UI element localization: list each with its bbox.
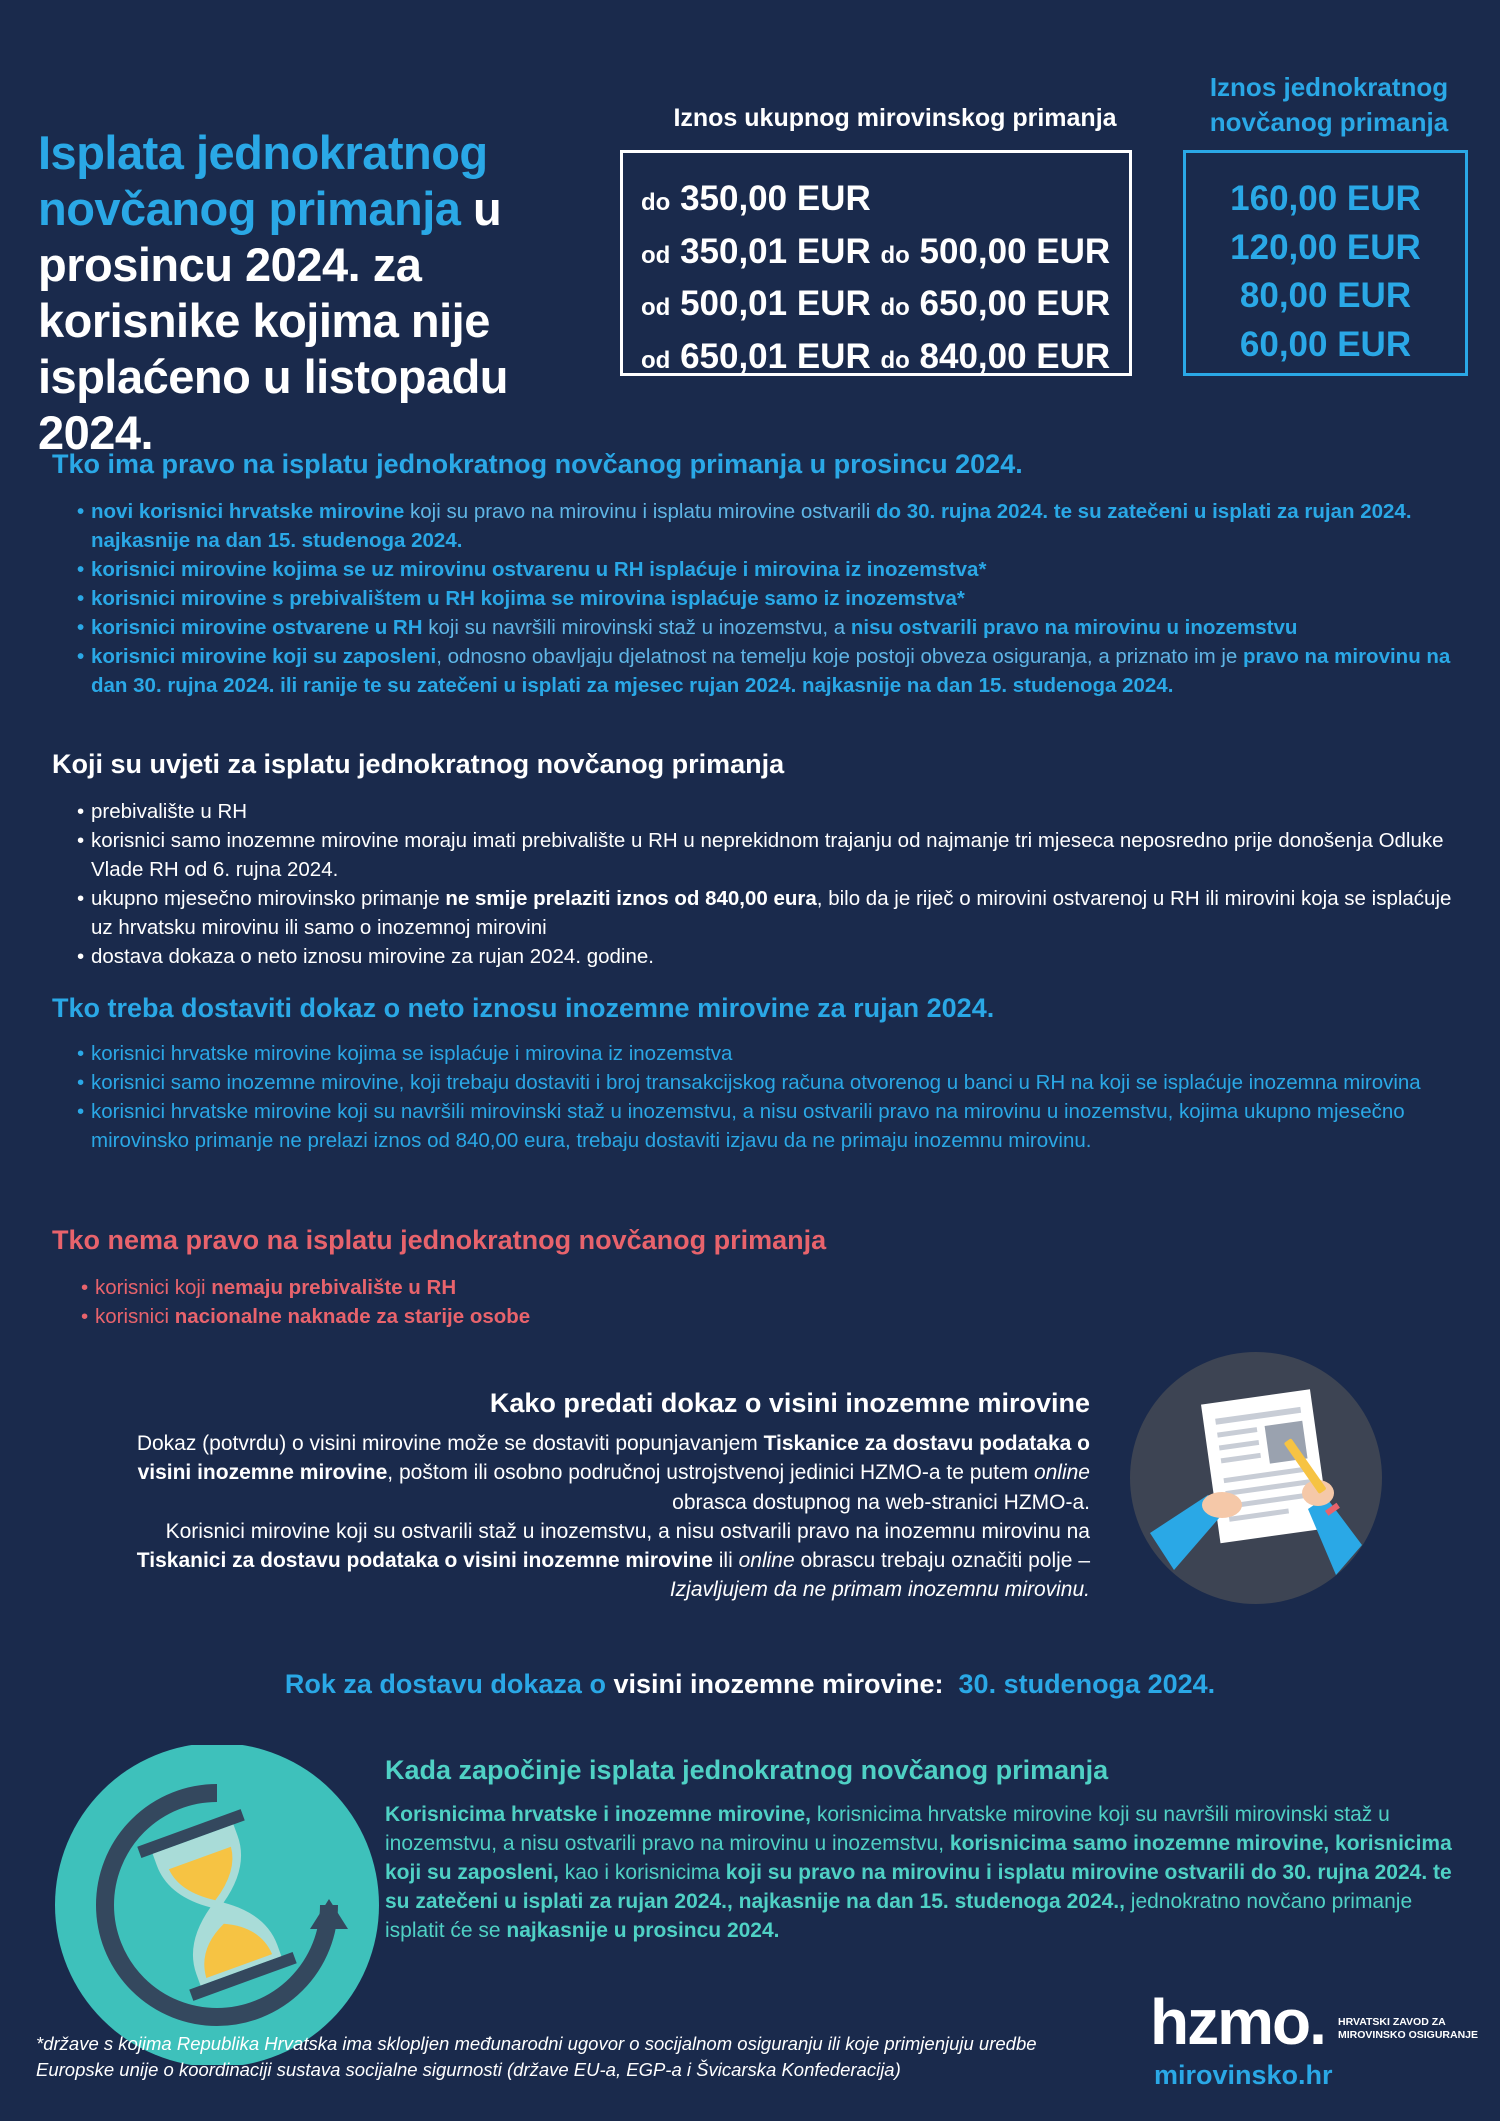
page-title: Isplata jednokratnog novčanog primanja u prosincu 2024. za korisnike kojima nije isplaćeno u listopadu 2024.	[38, 126, 509, 459]
payment-amount-box	[1183, 150, 1468, 376]
list-item: • ukupno mjesečno mirovinsko primanje ne smije prelaziti iznos od 840,00 eura, bilo da je riječ o mirovini ostvarenoj u RH ili mirovini koja se isplaćuje uz hrvatsku mirovinu ili samo o inozemnoj mirovini	[77, 884, 1472, 942]
payment-start-heading: Kada započinje isplata jednokratnog novčanog primanja	[385, 1755, 1109, 1785]
range-row: od 350,01 EUR do 500,00 EUR	[641, 231, 1111, 271]
eligible-list	[77, 497, 1472, 700]
payment-amount: 160,00 EUR	[1230, 179, 1421, 218]
not-eligible-list	[81, 1273, 781, 1331]
deadline-banner: Rok za dostavu dokaza o visini inozemne mirovine: 30. studenoga 2024.	[284, 1669, 1216, 1699]
list-item: • korisnici mirovine koji su zaposleni, odnosno obavljaju djelatnost na temelju koje postoji obveza osiguranja, a priznato im je pravo na mirovinu na dan 30. rujna 2024. ili ranije te su zatečeni u isplati za mjesec rujan 2024. najkasnije na dan 15. studenoga 2024.	[77, 642, 1472, 700]
list-item: • korisnici nacionalne naknade za starije osobe	[81, 1302, 781, 1331]
how-to-submit-paragraph-2: Korisnici mirovine koji su ostvarili staž u inozemstvu, a nisu ostvarili pravo na inozemnu mirovinu na Tiskanici za dostavu podataka o visini inozemne mirovine ili online obrascu trebaju označiti polje – Izjavljujem da ne primam inozemnu mirovinu.	[136, 1519, 1090, 1602]
proof-list	[77, 1039, 1472, 1155]
section-proof-heading: Tko treba dostaviti dokaz o neto iznosu inozemne mirovine za rujan 2024.	[52, 993, 995, 1023]
hzmo-logo	[1150, 1986, 1480, 2100]
table-header-one-time-payment: Iznos jednokratnog novčanog primanja	[1209, 72, 1449, 137]
list-item: • korisnici koji nemaju prebivalište u RH	[81, 1273, 781, 1302]
payment-amount: 80,00 EUR	[1239, 276, 1412, 315]
payment-amount: 120,00 EUR	[1230, 227, 1421, 267]
payment-start-block	[385, 1755, 1470, 1945]
range-row: od 500,01 EUR do 650,00 EUR	[641, 284, 1111, 323]
range-row: do 350,00 EUR	[641, 179, 871, 218]
list-item: • prebivalište u RH	[77, 797, 1472, 826]
how-to-submit-block	[110, 1388, 1090, 1605]
list-item: • korisnici mirovine s prebivalištem u RH kojima se mirovina isplaćuje samo iz inozemstva*	[77, 584, 1472, 613]
pension-range-box	[620, 150, 1132, 376]
list-item: • novi korisnici hrvatske mirovine koji su pravo na mirovinu i isplatu mirovine ostvarili do 30. rujna 2024. te su zatečeni u isplati za rujan 2024. najkasnije na dan 15. studenoga 2024.	[77, 497, 1472, 555]
conditions-list	[77, 797, 1472, 971]
table-header-total-pension: Iznos ukupnog mirovinskog primanja	[673, 104, 1117, 132]
list-item: • korisnici hrvatske mirovine kojima se isplaćuje i mirovina iz inozemstva	[77, 1039, 1472, 1068]
list-item: • korisnici mirovine kojima se uz mirovinu ostvarenu u RH isplaćuje i mirovina iz inozemstva*	[77, 555, 1472, 584]
range-row: od 650,01 EUR do 840,00 EUR	[641, 336, 1111, 376]
list-item: • dostava dokaza o neto iznosu mirovine za rujan 2024. godine.	[77, 942, 1472, 971]
section-not-eligible-heading: Tko nema pravo na isplatu jednokratnog novčanog primanja	[52, 1225, 827, 1255]
section-eligible-heading: Tko ima pravo na isplatu jednokratnog novčanog primanja u prosincu 2024.	[52, 449, 1023, 479]
payment-amount: 60,00 EUR	[1239, 324, 1412, 364]
hourglass-refresh-icon	[52, 1745, 382, 2065]
document-signing-icon	[1130, 1345, 1382, 1611]
payment-start-paragraph: Korisnicima hrvatske i inozemne mirovine, korisnicima hrvatske mirovine koji su navršili mirovinski staž u inozemstvu, a nisu ostvarili pravo na mirovinu u inozemstvu, korisnicima samo inozemne mirovine, korisnicima koji su zaposleni, kao i korisnicima koji su pravo na mirovinu i isplatu mirovine ostvarili do 30. rujna 2024. te su zatečeni u isplati za rujan 2024., najkasnije na dan 15. studenoga 2024., jednokratno novčano primanje isplatit će se najkasnije u prosincu 2024.	[385, 1803, 1452, 1942]
list-item: • korisnici hrvatske mirovine koji su navršili mirovinski staž u inozemstvu, a nisu ostvarili pravo na mirovinu u inozemstvu, kojima ukupno mjesečno mirovinsko primanje ne prelazi iznos od 840,00 eura, trebaju dostaviti izjavu da ne primaju inozemnu mirovinu.	[77, 1097, 1472, 1155]
list-item: • korisnici samo inozemne mirovine, koji trebaju dostaviti i broj transakcijskog računa otvorenog u banci u RH na koji se isplaćuje inozemna mirovina	[77, 1068, 1472, 1097]
how-to-submit-paragraph-1: Dokaz (potvrdu) o visini mirovine može se dostaviti popunjavanjem Tiskanice za dostavu podataka o visini inozemne mirovine, poštom ili osobno područnoj ustrojstvenoj jedinici HZMO-a te putem online obrasca dostupnog na web-stranici HZMO-a.	[136, 1432, 1090, 1514]
list-item: • korisnici samo inozemne mirovine moraju imati prebivalište u RH u neprekidnom trajanju od najmanje tri mjeseca neposredno prije donošenja Odluke Vlade RH od 6. rujna 2024.	[77, 826, 1472, 884]
how-to-submit-heading: Kako predati dokaz o visini inozemne mirovine	[489, 1388, 1090, 1418]
website-link[interactable]: mirovinsko.hr	[1154, 2060, 1333, 2090]
section-conditions-heading: Koji su uvjeti za isplatu jednokratnog novčanog primanja	[52, 749, 785, 779]
logo-wordmark: hzmo.	[1150, 1986, 1325, 2058]
footnote: *države s kojima Republika Hrvatska ima sklopljen međunarodni ugovor o socijalnom osiguranju ili koje primjenjuju uredbe Europske unije o koordinaciji sustava socijalne sigurnosti (države EU-a, EGP-a i Švicarska Konfederacija)	[36, 2033, 1037, 2080]
list-item: • korisnici mirovine ostvarene u RH koji su navršili mirovinski staž u inozemstvu, a nisu ostvarili pravo na mirovinu u inozemstvu	[77, 613, 1472, 642]
logo-org-name: HRVATSKI ZAVOD ZA MIROVINSKO OSIGURANJE	[1338, 2016, 1479, 2041]
